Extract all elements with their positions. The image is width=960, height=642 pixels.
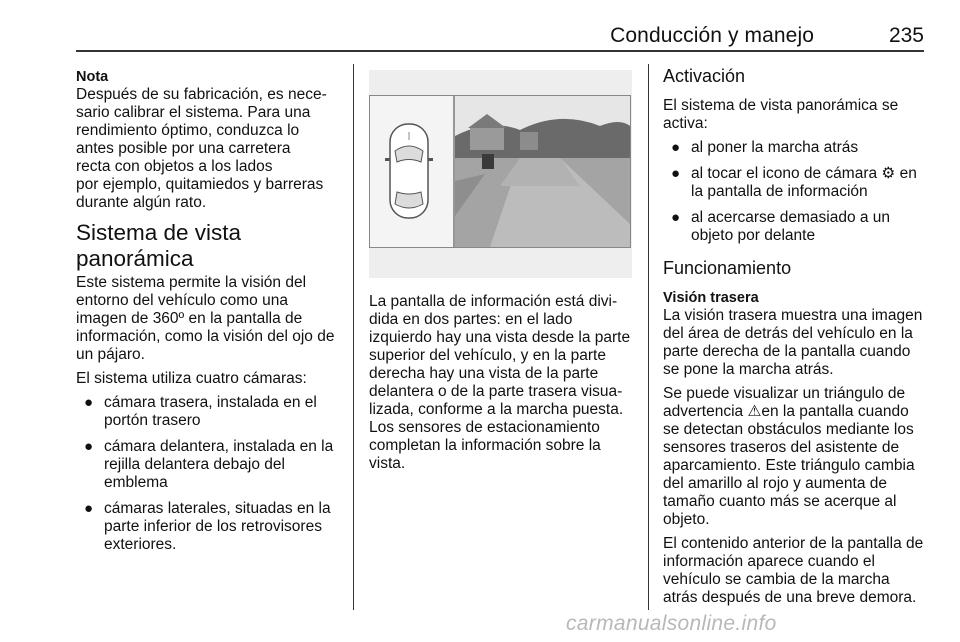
column-middle [369, 293, 635, 479]
bullet-icon: ● [84, 500, 94, 517]
column-left [76, 68, 344, 562]
note-block [76, 68, 344, 212]
display-content-paragraph: El contenido anterior de la pantalla de información aparece cuando el vehículo se cambia de la marcha atrás después de una breve demora. [663, 535, 924, 606]
column-divider-2 [648, 64, 649, 610]
bullet-icon: ● [671, 209, 681, 226]
list-item: ● al tocar el icono de cámara ⚙ en la pantalla de información [671, 165, 917, 200]
camera-list [76, 394, 344, 554]
list-item: ● cámaras laterales, situadas en la parte inferior de los retrovisores exteriores. [84, 500, 331, 553]
rear-view-heading: Visión trasera [663, 290, 759, 306]
figure-caption: La pantalla de información está divi- dida en dos partes: en el lado izquierdo hay una vista desde la parte superior del vehículo, y en la parte derecha hay una vista de la parte delantera o de la parte trasera visua- lizada, conforme a la marcha puesta. Los sensores de estacionamiento completan la información sobre la vista. [369, 293, 631, 472]
list-item: ● cámara delantera, instalada en la rejilla delantera debajo del emblema [84, 438, 334, 491]
bullet-icon: ● [671, 165, 681, 182]
camera-display-figure [369, 70, 632, 278]
bullet-icon: ● [84, 438, 94, 455]
display-screen [369, 95, 631, 248]
trash-bin-icon [482, 154, 494, 169]
note-title: Nota [76, 69, 109, 85]
list-item: ● al poner la marcha atrás [671, 139, 859, 156]
note-text: Después de su fabricación, es nece- sario calibrar el sistema. Para una rendimiento óptimo, conduzca lo antes posible por una carretera recta con objetos a los lados por ejemplo, quitamiedos y barreras durante algún rato. [76, 86, 327, 211]
chapter-title: Conducción y manejo [610, 24, 814, 47]
activation-list [663, 139, 931, 245]
page-number: 235 [888, 24, 924, 47]
cameras-intro: El sistema utiliza cuatro cámaras: [76, 370, 307, 387]
column-right [663, 65, 931, 613]
rear-camera-view [455, 96, 630, 247]
list-item: ● al acercarse demasiado a un objeto por delante [671, 209, 891, 244]
page-header [76, 0, 924, 52]
activation-heading: Activación [663, 66, 746, 86]
list-item: ● cámara trasera, instalada en el portón trasero [84, 394, 317, 429]
operation-heading: Funcionamiento [663, 258, 792, 278]
column-divider-1 [353, 64, 354, 610]
car-top-view-icon [385, 124, 433, 218]
watermark-text: carmanualsonline.info [566, 612, 777, 635]
intro-paragraph: Este sistema permite la visión del entorno del vehículo como una imagen de 360º en la pantalla de información, como la visión del ojo de un pájaro. [76, 274, 335, 363]
header-rule [76, 50, 924, 52]
activation-intro: El sistema de vista panorámica se activa: [663, 97, 899, 132]
bullet-icon: ● [671, 139, 681, 156]
bullet-icon: ● [84, 394, 94, 411]
warning-triangle-paragraph: Se puede visualizar un triángulo de advertencia ⚠en la pantalla cuando se detectan obstáculos mediante los sensores traseros del asistente de aparcamiento. Este triángulo cambia del amarillo al rojo y aumenta de tamaño cuanto más se acerque al objeto. [663, 385, 915, 528]
rear-view-paragraph: La visión trasera muestra una imagen del área de detrás del vehículo en la parte derecha de la pantalla cuando se pone la marcha atrás. [663, 307, 923, 378]
section-heading: Sistema de vista panorámica [76, 220, 242, 271]
display-illustration [370, 96, 630, 247]
